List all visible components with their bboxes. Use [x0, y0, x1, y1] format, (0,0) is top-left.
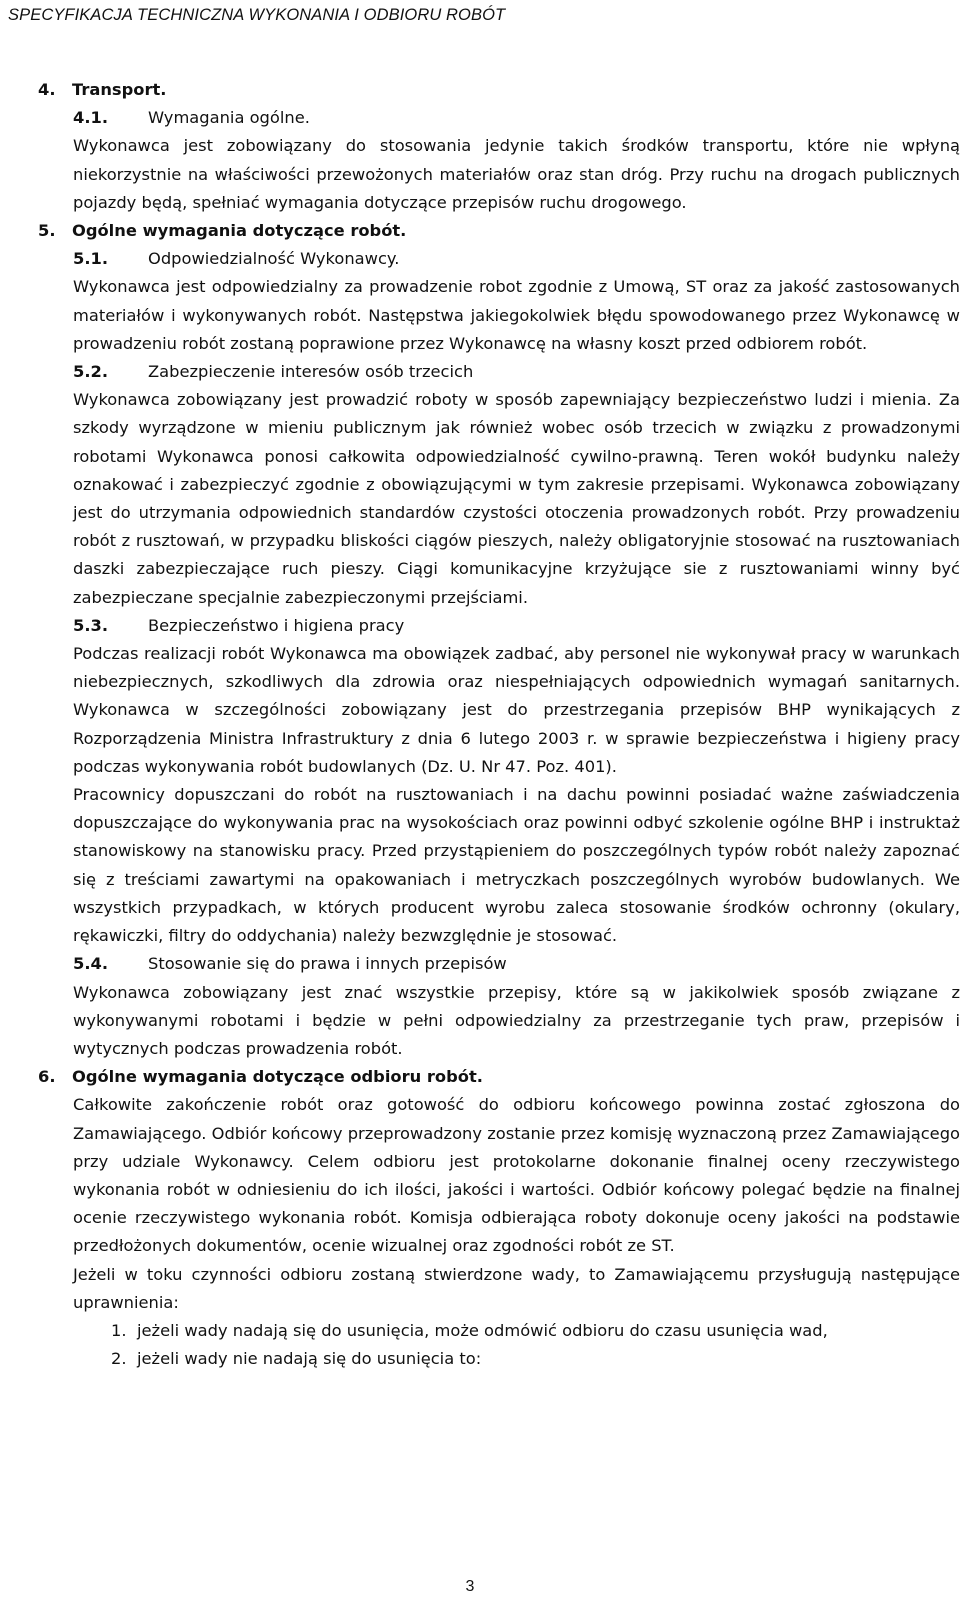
subsection-title: Odpowiedzialność Wykonawcy. [148, 249, 400, 269]
section-title: Ogólne wymagania dotyczące robót. [72, 221, 407, 241]
section-5-1-text: Wykonawca jest odpowiedzialny za prowadzenie robot zgodnie z Umową, ST oraz za jakość zastosowanych materiałów i wykonywanych robót. Następstwa jakiegokolwiek błędu spowodowanego przez Wykonawcę w prowadzeniu robót zostaną poprawione przez Wykonawcę na własny koszt przed odbiorem robót. [73, 277, 960, 353]
page-number: 3 [465, 1578, 475, 1595]
list-item-number: 2. [111, 1349, 127, 1369]
section-number: 5. [38, 221, 56, 241]
section-5-3-text-2: Pracownicy dopuszczani do robót na rusztowaniach i na dachu powinni posiadać ważne zaświadczenia dopuszczające do wykonywania prac na wysokościach oraz powinni odbyć szkolenie ogólne BHP i instruktaż stanowiskowy na stanowisku pracy. Przed przystąpieniem do poszczególnych typów robót należy zapoznać się z treściami zawartymi na opakowaniach i metryczkach poszczególnych wyrobów budowlanych. We wszystkich przypadkach, w których producent wyrobu zaleca stosowanie środków ochronny (okulary, rękawiczki, filtry do oddychania) należy bezwzględnie je stosować. [73, 785, 960, 946]
section-5-4-text: Wykonawca zobowiązany jest znać wszystkie przepisy, które są w jakikolwiek sposób związane z wykonywanymi robotami i będzie w pełni odpowiedzialny za przestrzeganie tych praw, przepisów i wytycznych podczas prowadzenia robót. [73, 982, 960, 1058]
section-4-1-text: Wykonawca jest zobowiązany do stosowania jedynie takich środków transportu, które nie wpłyną niekorzystnie na właściwości przewożonych materiałów oraz stan dróg. Przy ruchu na drogach publicznych pojazdy będą, spełniać wymagania dotyczące przepisów ruchu drogowego. [73, 136, 960, 212]
subsection-title: Bezpieczeństwo i higiena pracy [148, 615, 405, 635]
subsection-title: Stosowanie się do prawa i innych przepisów [148, 954, 507, 974]
section-4-1-heading [73, 104, 960, 132]
subsection-number: 5.3. [73, 615, 109, 635]
subsection-number: 5.4. [73, 954, 109, 974]
section-number: 6. [38, 1067, 56, 1087]
section-5-1-heading [73, 245, 960, 273]
section-6-text-1: Całkowite zakończenie robót oraz gotowość do odbioru końcowego powinna zostać zgłoszona do Zamawiającego. Odbiór końcowy przeprowadzony zostanie przez komisję wyznaczoną przez Zamawiającego przy udziale Wykonawcy. Celem odbioru jest protokolarne dokonanie finalnej oceny rzeczywistego wykonania robót w odniesieniu do ich ilości, jakości i wartości. Odbiór końcowy polegać będzie na finalnej ocenie rzeczywistego wykonania robót. Komisja odbierająca roboty dokonuje oceny jakości na podstawie przedłożonych dokumentów, ocenie wizualnej oraz zgodności robót ze ST. [73, 1095, 960, 1256]
subsection-title: Zabezpieczenie interesów osób trzecich [148, 362, 474, 382]
list-item [111, 1317, 960, 1345]
section-6-text-2: Jeżeli w toku czynności odbioru zostaną stwierdzone wady, to Zamawiającemu przysługują następujące uprawnienia: [73, 1264, 960, 1312]
section-5-3-text-1: Podczas realizacji robót Wykonawca ma obowiązek zadbać, aby personel nie wykonywał pracy w warunkach niebezpiecznych, szkodliwych dla zdrowia oraz niespełniających odpowiednich wymagań sanitarnych. Wykonawca w szczególności zobowiązany jest do przestrzegania przepisów BHP wynikających z Rozporządzenia Ministra Infrastruktury z dnia 6 lutego 2003 r. w sprawie bezpieczeństwa i higieny pracy podczas wykonywania robót budowlanych (Dz. U. Nr 47. Poz. 401). [73, 644, 960, 776]
document-body [38, 76, 960, 1373]
subsection-number: 5.1. [73, 249, 109, 269]
subsection-title: Wymagania ogólne. [148, 108, 310, 128]
list-item-text: jeżeli wady nie nadają się do usunięcia to: [137, 1349, 482, 1369]
section-5-heading [38, 217, 960, 245]
subsection-number: 4.1. [73, 108, 109, 128]
section-6-heading [38, 1063, 960, 1091]
section-5-2-text: Wykonawca zobowiązany jest prowadzić roboty w sposób zapewniający bezpieczeństwo ludzi i mienia. Za szkody wyrządzone w mieniu publicznym jak również wobec osób trzecich w związku z prowadzonymi robotami Wykonawca ponosi całkowita odpowiedzialność cywilno-prawną. Teren wokół budynku należy oznakować i zabezpieczyć zgodnie z obowiązującymi w tym zakresie przepisami. Wykonawca zobowiązany jest do utrzymania odpowiednich standardów czystości otoczenia prowadzonych robót. Przy prowadzeniu robót z rusztowań, w przypadku bliskości ciągów pieszych, należy obligatoryjnie stosować na rusztowaniach daszki zabezpieczające ruch pieszy. Ciągi komunikacyjne krzyżujące sie z rusztowaniami winny być zabezpieczane specjalnie zabezpieczonymi przejściami. [73, 390, 960, 607]
list-item [111, 1345, 960, 1373]
subsection-number: 5.2. [73, 362, 109, 382]
running-header: SPECYFIKACJA TECHNICZNA WYKONANIA I ODBIORU ROBÓT [8, 6, 506, 24]
section-5-4-heading [73, 950, 960, 978]
list-item-number: 1. [111, 1320, 127, 1340]
section-number: 4. [38, 80, 56, 99]
section-5-3-heading [73, 612, 960, 640]
section-title: Transport. [72, 80, 167, 99]
list-item-text: jeżeli wady nadają się do usunięcia, może odmówić odbioru do czasu usunięcia wad, [137, 1320, 828, 1340]
section-5-2-heading [73, 358, 960, 386]
section-4-heading [38, 76, 960, 104]
section-title: Ogólne wymagania dotyczące odbioru robót. [72, 1067, 483, 1087]
